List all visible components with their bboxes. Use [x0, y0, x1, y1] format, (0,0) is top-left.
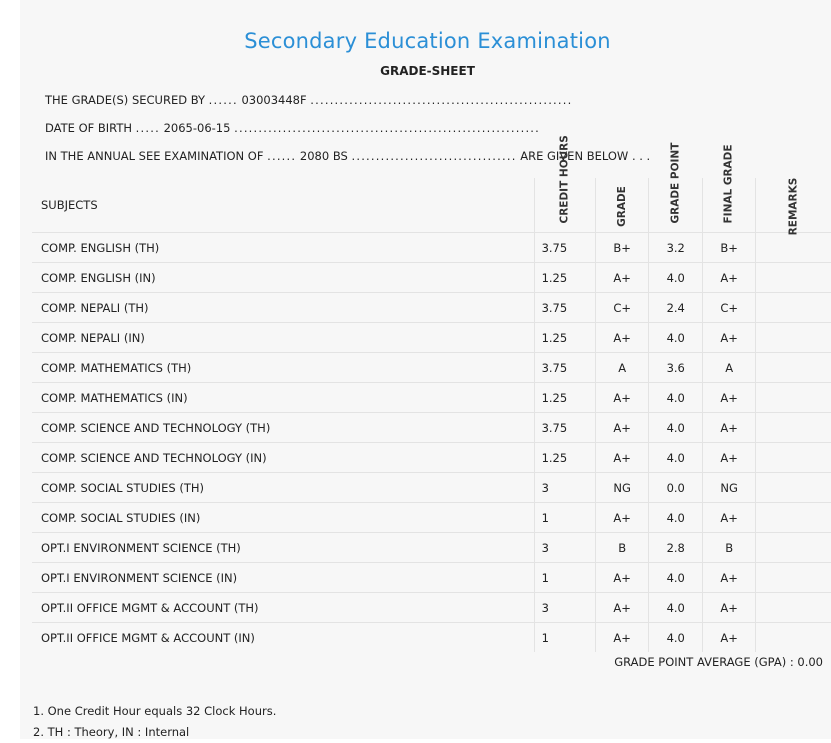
footnotes — [33, 701, 276, 743]
info-line-dob — [45, 121, 540, 135]
credit-hours-cell: 1.25 — [534, 263, 595, 293]
remarks-cell — [756, 593, 831, 623]
credit-hours-cell: 3.75 — [534, 413, 595, 443]
subject-cell: OPT.II OFFICE MGMT & ACCOUNT (IN) — [41, 630, 255, 645]
subject-cell: COMP. SCIENCE AND TECHNOLOGY (IN) — [41, 450, 267, 465]
final-grade-cell: C+ — [702, 293, 755, 323]
grade-point-cell: 4.0 — [649, 263, 702, 293]
credit-hours-cell: 3 — [534, 473, 595, 503]
table-row — [32, 353, 831, 383]
credit-hours-cell: 1.25 — [534, 323, 595, 353]
header-credit-hours-label: CREDIT HOURS — [558, 135, 571, 224]
dob-value: 2065-06-15 — [163, 121, 231, 135]
header-remarks-label: REMARKS — [787, 177, 800, 236]
grade-cell: A+ — [595, 563, 649, 593]
header-credit-hours — [534, 135, 595, 233]
exam-label: IN THE ANNUAL SEE EXAMINATION OF — [45, 149, 264, 163]
table-row — [32, 593, 831, 623]
grade-point-cell: 2.8 — [649, 533, 702, 563]
grade-cell: A+ — [595, 443, 649, 473]
credit-hours-cell: 3.75 — [534, 293, 595, 323]
grade-cell: A+ — [595, 623, 649, 653]
footnote-item: 1. One Credit Hour equals 32 Clock Hours. — [33, 704, 277, 718]
header-remarks — [756, 177, 831, 236]
subject-cell: COMP. ENGLISH (IN) — [41, 270, 156, 285]
grade-point-cell: 4.0 — [649, 383, 702, 413]
header-grade-point-label: GRADE POINT — [669, 142, 682, 224]
header-grade-point — [649, 142, 702, 233]
remarks-cell — [756, 233, 831, 263]
header-grade — [595, 178, 649, 233]
header-grade-label: GRADE — [615, 186, 628, 227]
table-row — [32, 443, 831, 473]
final-grade-cell: B+ — [702, 233, 755, 263]
credit-hours-cell: 3.75 — [534, 233, 595, 263]
credit-hours-cell: 1.25 — [534, 383, 595, 413]
table-row — [32, 293, 831, 323]
subject-cell: COMP. NEPALI (TH) — [41, 300, 149, 315]
final-grade-cell: A+ — [702, 503, 755, 533]
grade-point-cell: 0.0 — [649, 473, 702, 503]
credit-hours-cell: 1 — [534, 503, 595, 533]
grade-cell: B+ — [595, 233, 649, 263]
remarks-cell — [756, 383, 831, 413]
subject-cell: COMP. ENGLISH (TH) — [41, 240, 160, 255]
dots: ............................................................... — [234, 121, 541, 135]
grade-cell: B — [595, 533, 649, 563]
grade-point-cell: 2.4 — [649, 293, 702, 323]
grade-point-cell: 4.0 — [649, 503, 702, 533]
subject-cell: COMP. MATHEMATICS (TH) — [41, 360, 192, 375]
gpa-summary: GRADE POINT AVERAGE (GPA) : 0.00 — [614, 655, 823, 669]
final-grade-cell: A+ — [702, 413, 755, 443]
final-grade-cell: A+ — [702, 443, 755, 473]
table-row — [32, 323, 831, 353]
grade-point-cell: 4.0 — [649, 563, 702, 593]
table-row — [32, 503, 831, 533]
remarks-cell — [756, 623, 831, 653]
final-grade-cell: A+ — [702, 263, 755, 293]
subject-cell: COMP. NEPALI (IN) — [41, 330, 145, 345]
subject-cell: OPT.II OFFICE MGMT & ACCOUNT (TH) — [41, 600, 259, 615]
grade-point-cell: 4.0 — [649, 413, 702, 443]
credit-hours-cell: 3 — [534, 593, 595, 623]
final-grade-cell: A+ — [702, 383, 755, 413]
header-final-grade-label: FINAL GRADE — [722, 144, 735, 224]
table-row — [32, 533, 831, 563]
dots: ..... — [135, 121, 160, 135]
grade-point-cell: 4.0 — [649, 623, 702, 653]
grade-cell: A+ — [595, 413, 649, 443]
table-row — [32, 563, 831, 593]
table-row — [32, 233, 831, 263]
final-grade-cell: A+ — [702, 593, 755, 623]
remarks-cell — [756, 533, 831, 563]
grade-cell: A — [595, 353, 649, 383]
dots: ...... — [267, 149, 297, 163]
grade-cell: A+ — [595, 593, 649, 623]
exam-suffix: ARE GIVEN BELOW . . . — [520, 149, 651, 163]
grade-point-cell: 4.0 — [649, 443, 702, 473]
subject-cell: COMP. SOCIAL STUDIES (TH) — [41, 480, 205, 495]
grade-point-cell: 3.2 — [649, 233, 702, 263]
grade-cell: A+ — [595, 503, 649, 533]
remarks-cell — [756, 353, 831, 383]
grade-cell: A+ — [595, 383, 649, 413]
info-line-symbol — [45, 93, 572, 107]
subject-cell: COMP. MATHEMATICS (IN) — [41, 390, 188, 405]
remarks-cell — [756, 413, 831, 443]
credit-hours-cell: 3 — [534, 533, 595, 563]
credit-hours-cell: 3.75 — [534, 353, 595, 383]
remarks-cell — [756, 293, 831, 323]
dots: ...... — [208, 93, 238, 107]
final-grade-cell: B — [702, 533, 755, 563]
dob-label: DATE OF BIRTH — [45, 121, 133, 135]
grade-point-cell: 4.0 — [649, 323, 702, 353]
final-grade-cell: NG — [702, 473, 755, 503]
page-title: Secondary Education Examination — [244, 29, 611, 53]
exam-year: 2080 BS — [299, 149, 348, 163]
credit-hours-cell: 1.25 — [534, 443, 595, 473]
subject-cell: COMP. SCIENCE AND TECHNOLOGY (TH) — [41, 420, 271, 435]
remarks-cell — [756, 443, 831, 473]
grade-cell: A+ — [595, 323, 649, 353]
final-grade-cell: A+ — [702, 563, 755, 593]
header-subjects: SUBJECTS — [41, 198, 98, 212]
table-row — [32, 623, 831, 653]
sheet-subtitle: GRADE-SHEET — [380, 64, 475, 78]
table-header-row — [32, 178, 831, 233]
grade-point-cell: 3.6 — [649, 353, 702, 383]
remarks-cell — [756, 563, 831, 593]
table-row — [32, 413, 831, 443]
grade-point-cell: 4.0 — [649, 593, 702, 623]
final-grade-cell: A+ — [702, 623, 755, 653]
remarks-cell — [756, 473, 831, 503]
table-row — [32, 473, 831, 503]
remarks-cell — [756, 503, 831, 533]
grade-cell: A+ — [595, 263, 649, 293]
symbol-label: THE GRADE(S) SECURED BY — [45, 93, 206, 107]
remarks-cell — [756, 323, 831, 353]
table-row — [32, 263, 831, 293]
table-row — [32, 383, 831, 413]
subject-cell: OPT.I ENVIRONMENT SCIENCE (IN) — [41, 570, 238, 585]
dots: .................................. — [351, 149, 517, 163]
final-grade-cell: A+ — [702, 323, 755, 353]
subject-cell: OPT.I ENVIRONMENT SCIENCE (TH) — [41, 540, 241, 555]
remarks-cell — [756, 263, 831, 293]
grade-cell: NG — [595, 473, 649, 503]
header-final-grade — [702, 144, 755, 233]
footnote-item: 2. TH : Theory, IN : Internal — [33, 725, 190, 739]
grade-cell: C+ — [595, 293, 649, 323]
symbol-number: 03003448F — [241, 93, 307, 107]
final-grade-cell: A — [702, 353, 755, 383]
subject-cell: COMP. SOCIAL STUDIES (IN) — [41, 510, 201, 525]
credit-hours-cell: 1 — [534, 563, 595, 593]
grade-sheet — [20, 0, 831, 739]
credit-hours-cell: 1 — [534, 623, 595, 653]
dots: ...................................................... — [310, 93, 573, 107]
